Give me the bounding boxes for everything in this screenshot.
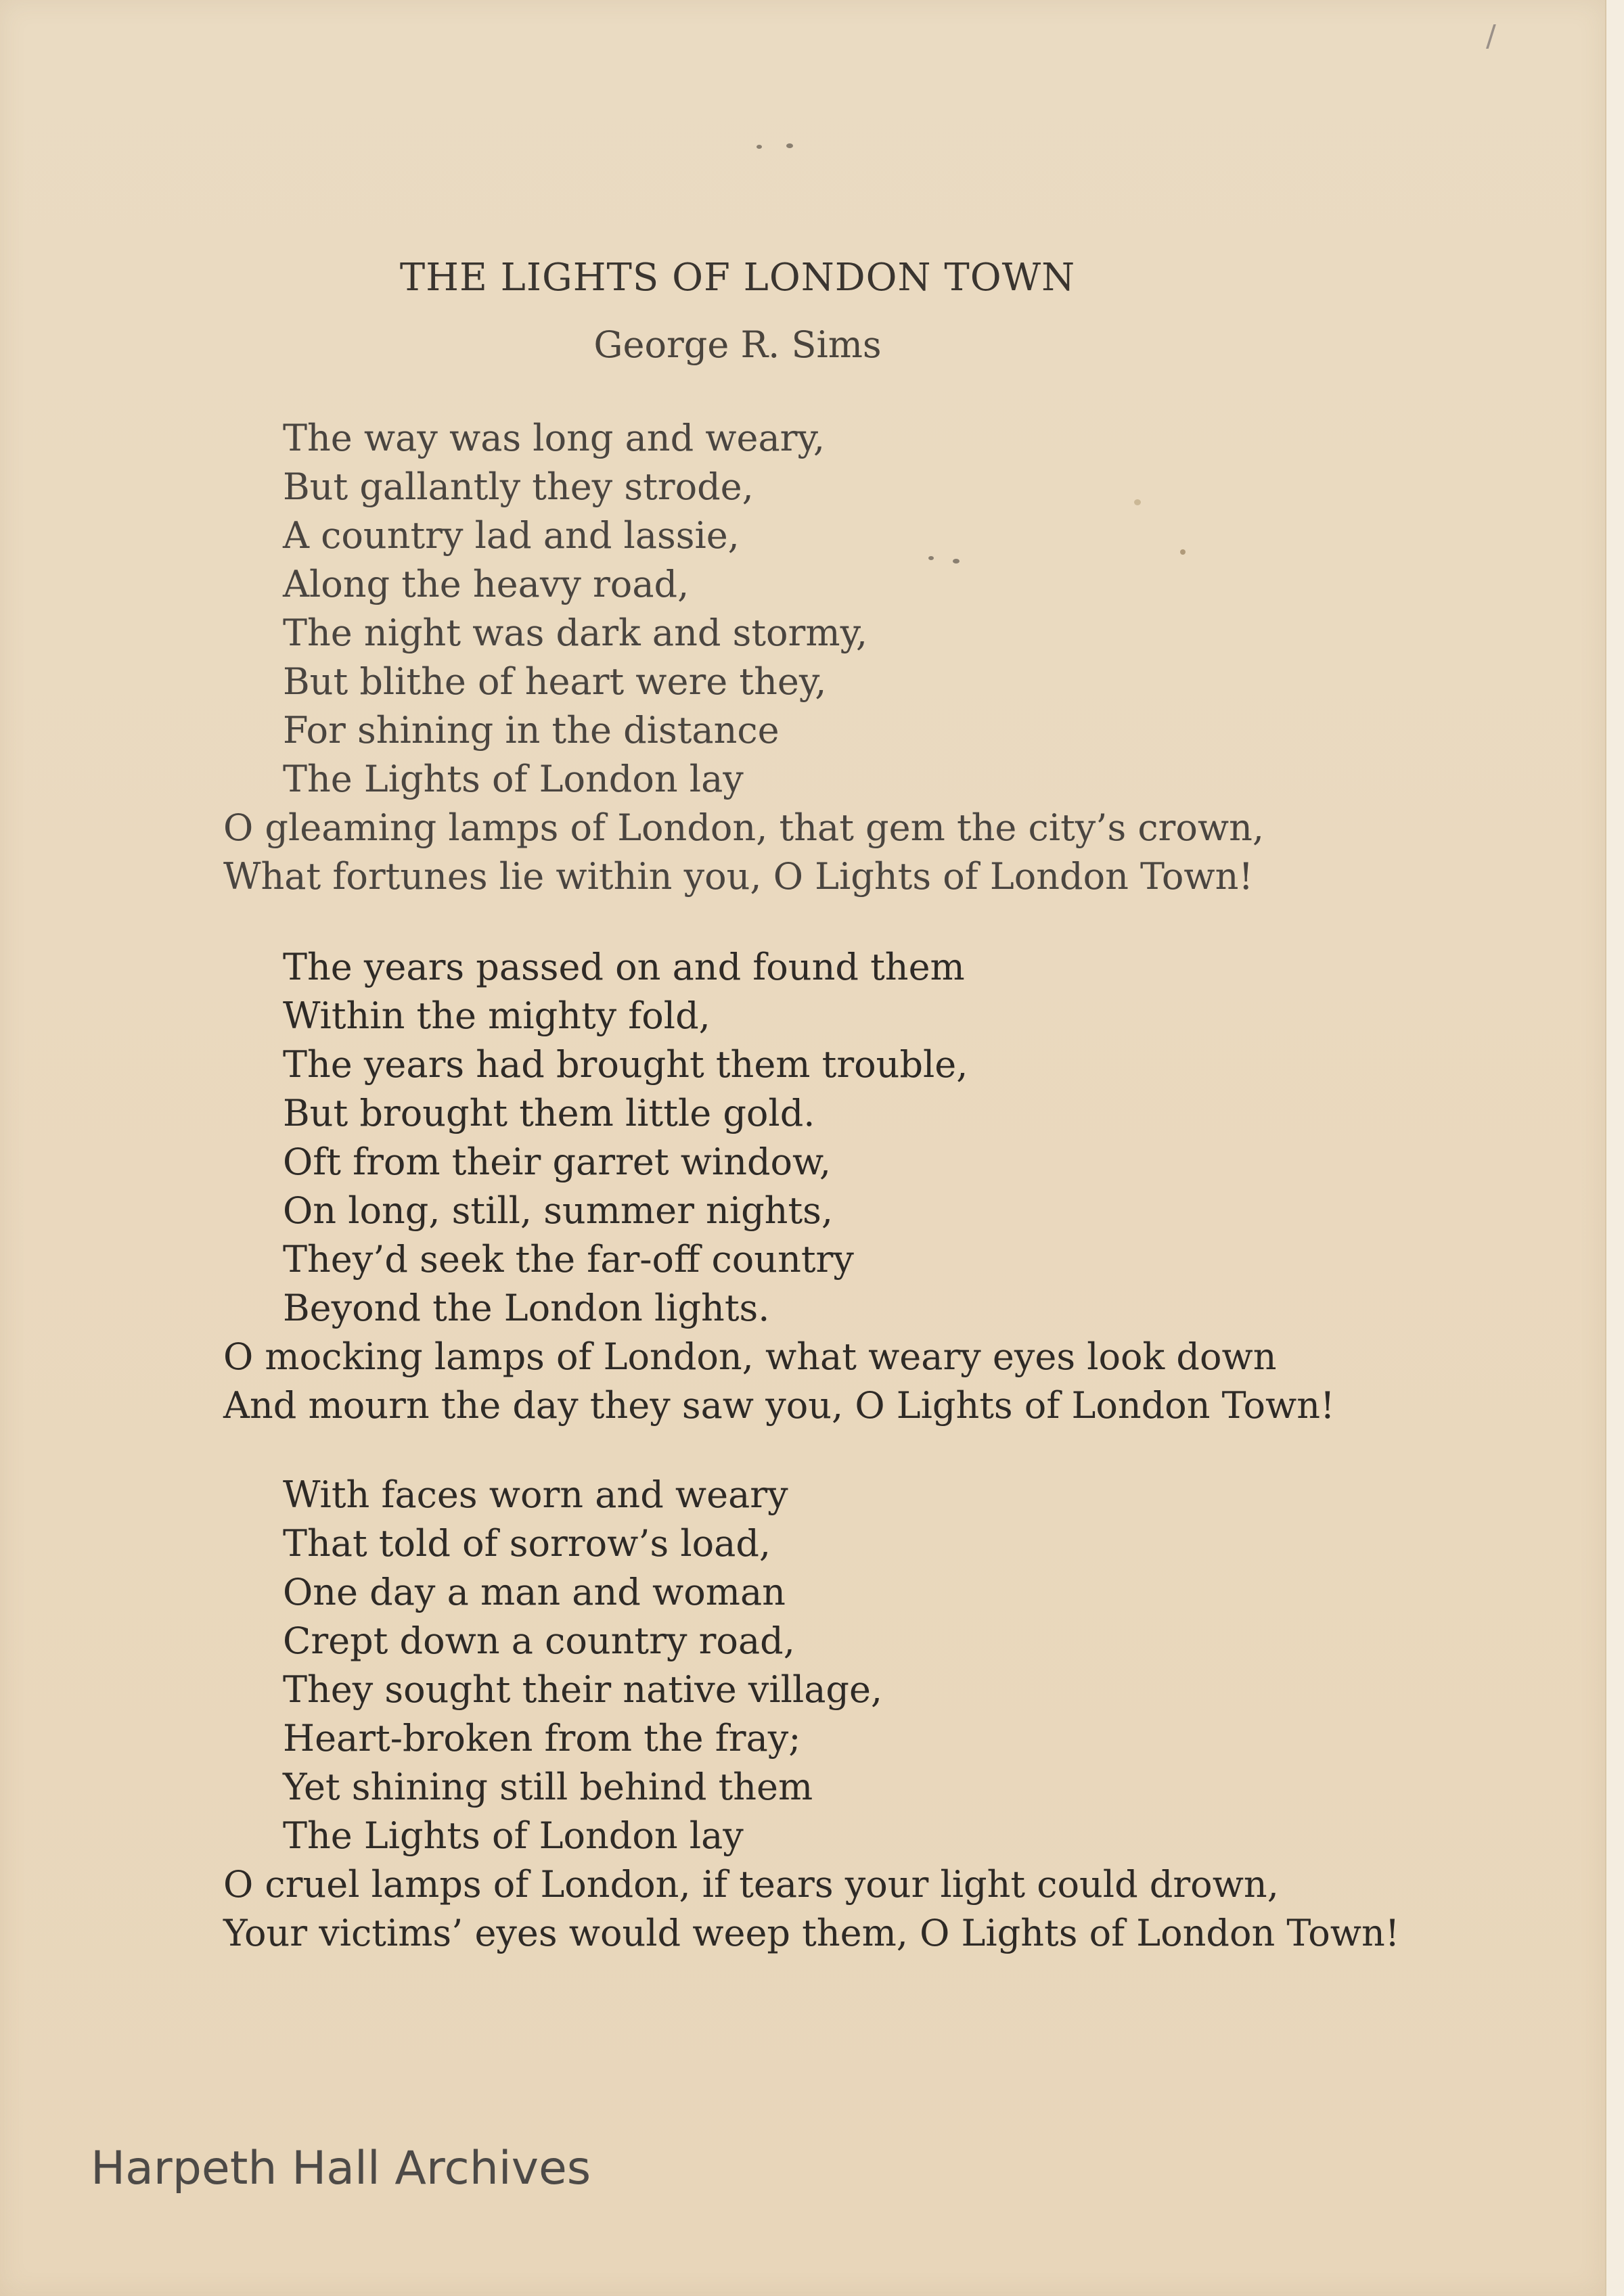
verse-line: But brought them little gold. — [283, 1092, 815, 1134]
verse-line: Crept down a country road, — [283, 1620, 795, 1662]
verse-line: But blithe of heart were they, — [283, 660, 827, 703]
corner-pencil-mark: / — [1486, 19, 1496, 53]
verse-line: A country lad and lassie, — [283, 514, 740, 557]
verse-line: Oft from their garret window, — [283, 1141, 832, 1183]
refrain-line: Your victims’ eyes would weep them, O Lights of London Town! — [223, 1912, 1400, 1954]
stanza-1 — [0, 414, 1556, 901]
poem-title: THE LIGHTS OF LONDON TOWN — [399, 256, 1076, 300]
verse-line: The Lights of London lay — [283, 1814, 744, 1857]
refrain-line: O cruel lamps of London, if tears your light could drown, — [223, 1863, 1279, 1906]
refrain-line: What fortunes lie within you, O Lights of London Town! — [223, 855, 1254, 898]
verse-line: The night was dark and stormy, — [283, 612, 868, 654]
verse-line: Beyond the London lights. — [283, 1287, 770, 1329]
refrain-line: O mocking lamps of London, what weary eyes look down — [223, 1335, 1277, 1378]
verse-line: On long, still, summer nights, — [283, 1189, 834, 1232]
paper-speck — [757, 145, 762, 149]
verse-line: The way was long and weary, — [283, 417, 825, 459]
paper-speck — [786, 143, 793, 148]
verse-line: But gallantly they strode, — [283, 465, 754, 508]
verse-line: For shining in the distance — [283, 709, 780, 752]
verse-line: They’d seek the far-off country — [283, 1238, 854, 1281]
paper-edge — [1605, 0, 1624, 2296]
verse-line: Heart-broken from the fray; — [283, 1717, 801, 1760]
poem-author: George R. Sims — [593, 323, 882, 366]
archive-watermark: Harpeth Hall Archives — [91, 2142, 591, 2195]
verse-line: One day a man and woman — [283, 1571, 786, 1613]
verse-line: That told of sorrow’s load, — [283, 1522, 771, 1565]
verse-line: The Lights of London lay — [283, 758, 744, 800]
verse-line: Along the heavy road, — [283, 563, 690, 605]
stanza-2 — [0, 943, 1556, 1430]
refrain-line: And mourn the day they saw you, O Lights of London Town! — [223, 1384, 1335, 1427]
verse-line: The years passed on and found them — [283, 946, 965, 988]
verse-line: The years had brought them trouble, — [283, 1043, 968, 1086]
verse-line: Within the mighty fold, — [283, 994, 710, 1037]
verse-line: Yet shining still behind them — [283, 1766, 813, 1808]
verse-line: They sought their native village, — [283, 1668, 883, 1711]
verse-line: With faces worn and weary — [283, 1473, 788, 1516]
stanza-3 — [0, 1471, 1556, 1958]
refrain-line: O gleaming lamps of London, that gem the city’s crown, — [223, 806, 1265, 849]
